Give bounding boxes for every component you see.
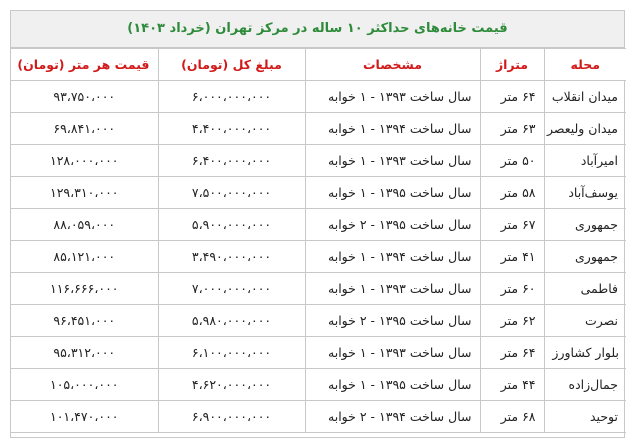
cell-price-per-meter: ۹۵،۳۱۲،۰۰۰ [11, 337, 158, 369]
cell-price-per-meter: ۸۵،۱۲۱،۰۰۰ [11, 241, 158, 273]
cell-area: ۵۸ متر [480, 177, 544, 209]
cell-total-price: ۴،۴۰۰،۰۰۰،۰۰۰ [158, 113, 305, 145]
table-row [11, 145, 626, 177]
cell-neighborhood: توحید [544, 401, 626, 433]
cell-specs: سال ساخت ۱۳۹۳ - ۱ خوابه [305, 81, 480, 113]
price-table-container [10, 10, 625, 438]
header-area: متراژ [480, 49, 544, 81]
header-neighborhood: محله [544, 49, 626, 81]
cell-area: ۶۲ متر [480, 305, 544, 337]
cell-total-price: ۶،۹۰۰،۰۰۰،۰۰۰ [158, 401, 305, 433]
table-row [11, 273, 626, 305]
cell-specs: سال ساخت ۱۳۹۴ - ۱ خوابه [305, 241, 480, 273]
table-row [11, 401, 626, 433]
cell-total-price: ۵،۹۰۰،۰۰۰،۰۰۰ [158, 209, 305, 241]
table-row [11, 209, 626, 241]
cell-neighborhood: میدان انقلاب [544, 81, 626, 113]
cell-price-per-meter: ۹۳،۷۵۰،۰۰۰ [11, 81, 158, 113]
price-table [11, 48, 626, 433]
cell-neighborhood: جمال‌زاده [544, 369, 626, 401]
cell-area: ۶۳ متر [480, 113, 544, 145]
cell-total-price: ۵،۹۸۰،۰۰۰،۰۰۰ [158, 305, 305, 337]
cell-specs: سال ساخت ۱۳۹۵ - ۲ خوابه [305, 209, 480, 241]
cell-area: ۶۸ متر [480, 401, 544, 433]
cell-total-price: ۷،۵۰۰،۰۰۰،۰۰۰ [158, 177, 305, 209]
cell-neighborhood: جمهوری [544, 209, 626, 241]
cell-specs: سال ساخت ۱۳۹۴ - ۲ خوابه [305, 401, 480, 433]
cell-specs: سال ساخت ۱۳۹۵ - ۱ خوابه [305, 369, 480, 401]
cell-price-per-meter: ۹۶،۴۵۱،۰۰۰ [11, 305, 158, 337]
table-row [11, 241, 626, 273]
header-price-per-meter: قیمت هر متر (تومان) [11, 49, 158, 81]
cell-specs: سال ساخت ۱۳۹۴ - ۱ خوابه [305, 113, 480, 145]
cell-neighborhood: فاطمی [544, 273, 626, 305]
cell-price-per-meter: ۱۱۶،۶۶۶،۰۰۰ [11, 273, 158, 305]
cell-neighborhood: یوسف‌آباد [544, 177, 626, 209]
cell-specs: سال ساخت ۱۳۹۵ - ۱ خوابه [305, 177, 480, 209]
cell-total-price: ۶،۰۰۰،۰۰۰،۰۰۰ [158, 81, 305, 113]
table-row [11, 369, 626, 401]
cell-total-price: ۷،۰۰۰،۰۰۰،۰۰۰ [158, 273, 305, 305]
cell-price-per-meter: ۶۹،۸۴۱،۰۰۰ [11, 113, 158, 145]
table-row [11, 337, 626, 369]
cell-area: ۶۴ متر [480, 337, 544, 369]
cell-price-per-meter: ۱۰۱،۴۷۰،۰۰۰ [11, 401, 158, 433]
table-title: قیمت خانه‌های حداکثر ۱۰ ساله در مرکز تهران (خرداد ۱۴۰۳) [11, 11, 624, 48]
table-row [11, 305, 626, 337]
cell-specs: سال ساخت ۱۳۹۵ - ۲ خوابه [305, 305, 480, 337]
cell-area: ۶۴ متر [480, 81, 544, 113]
table-body [11, 81, 626, 433]
header-total-price: مبلغ کل (تومان) [158, 49, 305, 81]
header-row [11, 49, 626, 81]
table-row [11, 81, 626, 113]
cell-area: ۴۱ متر [480, 241, 544, 273]
header-specs: مشخصات [305, 49, 480, 81]
cell-price-per-meter: ۸۸،۰۵۹،۰۰۰ [11, 209, 158, 241]
cell-price-per-meter: ۱۰۵،۰۰۰،۰۰۰ [11, 369, 158, 401]
cell-total-price: ۶،۴۰۰،۰۰۰،۰۰۰ [158, 145, 305, 177]
cell-neighborhood: نصرت [544, 305, 626, 337]
cell-area: ۶۰ متر [480, 273, 544, 305]
cell-area: ۶۷ متر [480, 209, 544, 241]
table-row [11, 177, 626, 209]
cell-specs: سال ساخت ۱۳۹۳ - ۱ خوابه [305, 273, 480, 305]
cell-total-price: ۶،۱۰۰،۰۰۰،۰۰۰ [158, 337, 305, 369]
cell-total-price: ۳،۴۹۰،۰۰۰،۰۰۰ [158, 241, 305, 273]
cell-neighborhood: بلوار کشاورز [544, 337, 626, 369]
cell-neighborhood: میدان ولیعصر [544, 113, 626, 145]
cell-area: ۵۰ متر [480, 145, 544, 177]
cell-neighborhood: جمهوری [544, 241, 626, 273]
cell-price-per-meter: ۱۲۹،۳۱۰،۰۰۰ [11, 177, 158, 209]
cell-total-price: ۴،۶۲۰،۰۰۰،۰۰۰ [158, 369, 305, 401]
cell-price-per-meter: ۱۲۸،۰۰۰،۰۰۰ [11, 145, 158, 177]
cell-specs: سال ساخت ۱۳۹۳ - ۱ خوابه [305, 145, 480, 177]
table-row [11, 113, 626, 145]
cell-area: ۴۴ متر [480, 369, 544, 401]
cell-neighborhood: امیرآباد [544, 145, 626, 177]
cell-specs: سال ساخت ۱۳۹۳ - ۱ خوابه [305, 337, 480, 369]
